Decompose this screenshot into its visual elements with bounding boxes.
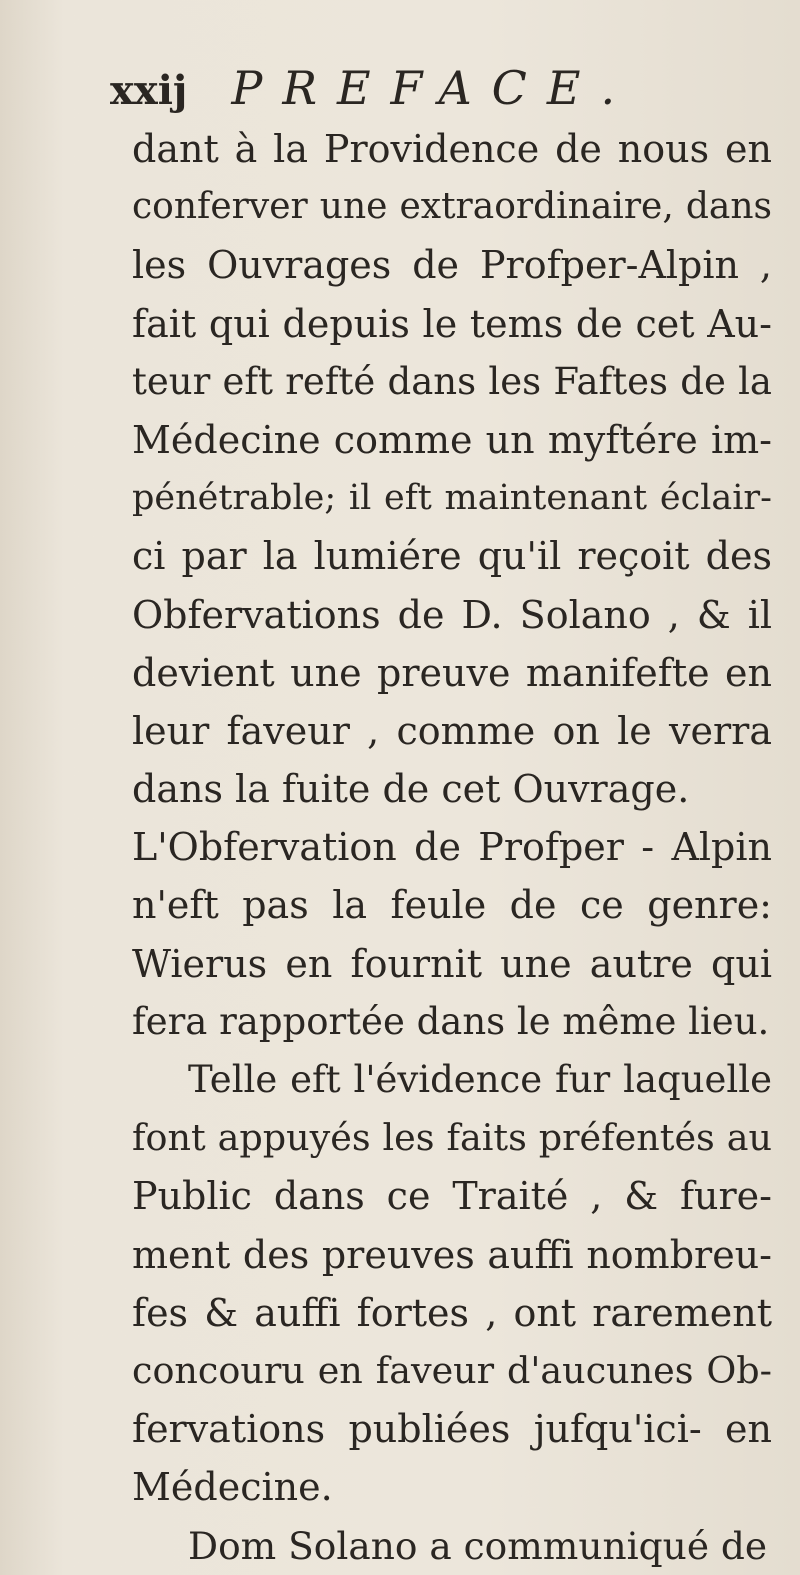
text-line: fervations publiées jufqu'ici- en [132,1407,772,1452]
text-line: font appuyés les faits préfentés au [132,1116,772,1160]
text-line: leur faveur , comme on le verra [132,708,772,753]
running-head: PREFACE. [231,61,636,115]
text-line: pénétrable; il eft maintenant éclair- [132,478,772,519]
page-number: xxij [110,67,188,114]
text-line: Telle eft l'évidence fur laquelle [188,1058,772,1101]
text-line: fait qui depuis le tems de cet Au- [132,301,772,346]
text-line: L'Obfervation de Profper - Alpin [132,825,772,870]
page-header [110,58,635,118]
text-line: ci par la lumiére qu'il reçoit des [132,534,772,579]
text-line: Médecine comme un myftére im- [132,417,772,462]
body-text [132,120,772,1575]
text-line: Médecine. [132,1465,333,1510]
text-line: devient une preuve manifefte en [132,650,772,695]
text-line: dans la fuite de cet Ouvrage. [132,767,690,812]
text-line: ment des preuves auffi nombreu- [132,1232,772,1277]
text-line: fera rapportée dans le même lieu. [132,999,770,1043]
text-line: Obfervations de D. Solano , & il [132,592,772,637]
text-line: concouru en faveur d'aucunes Ob- [132,1348,772,1392]
text-line: Wierus en fournit une autre qui [132,941,772,986]
text-line: Dom Solano a communiqué de [188,1523,768,1568]
text-line: dant à la Providence de nous en [132,127,772,171]
text-line: les Ouvrages de Profper-Alpin , [132,243,772,288]
text-line: teur eft refté dans les Faftes de la [132,359,772,403]
text-line: n'eft pas la feule de ce genre: [132,883,772,928]
text-line: conferver une extraordinaire, dans [132,186,772,228]
text-line: Public dans ce Traité , & fure- [132,1174,772,1219]
text-line: fes & auffi fortes , ont rarement [132,1290,772,1335]
